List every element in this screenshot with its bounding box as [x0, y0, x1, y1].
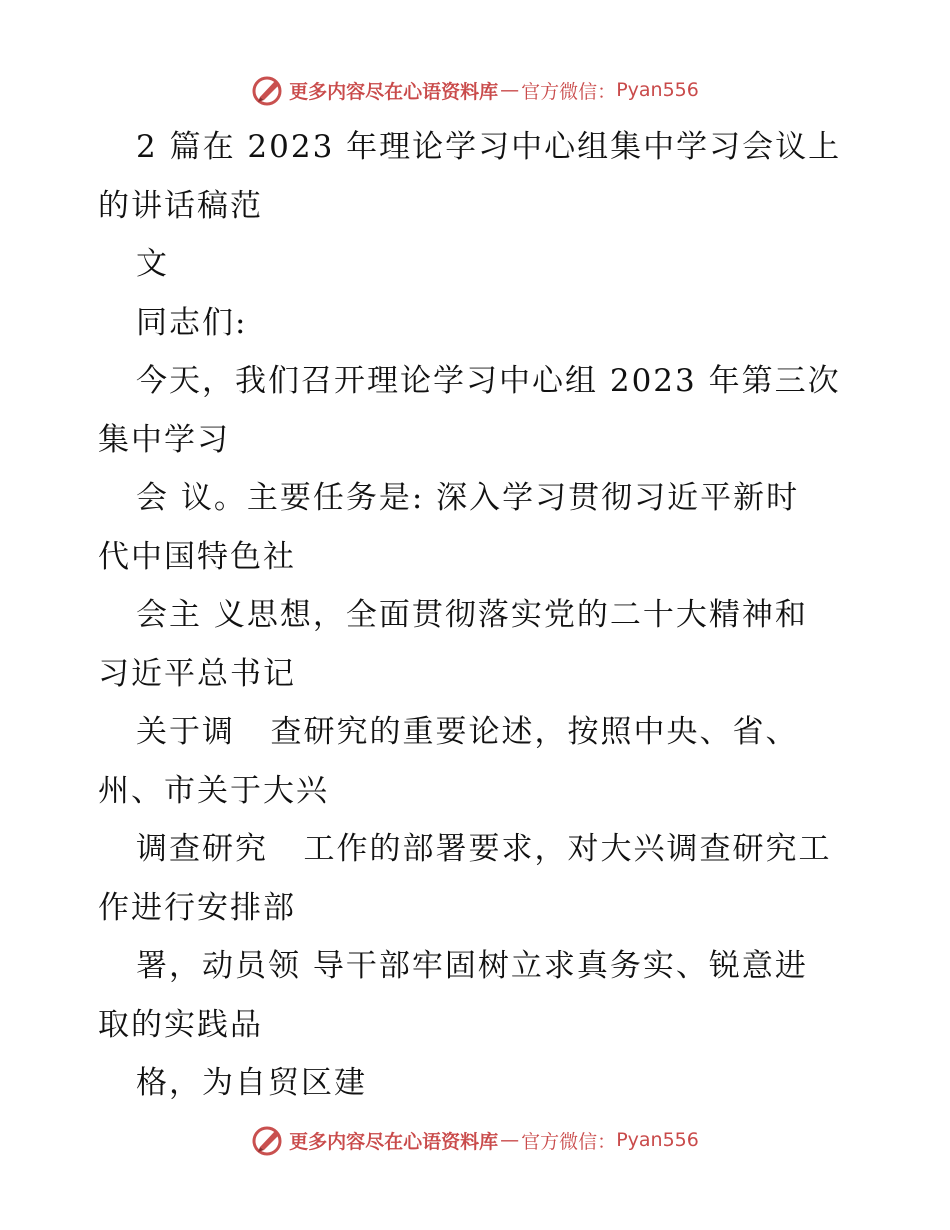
pen-logo-icon: [251, 1123, 285, 1157]
paragraph-line: 会 议。主要任务是: 深入学习贯彻习近平新时: [136, 480, 800, 516]
watermark-main-text: 更多内容尽在心语资料库: [289, 1130, 499, 1153]
paragraph-line: 2 篇在 2023 年理论学习中心组集中学习会议上: [136, 129, 842, 165]
paragraph-line: 州、市关于大兴: [98, 772, 329, 809]
document-body: [98, 118, 858, 1113]
paragraph-line: 调查研究 工作的部署要求，对大兴调查研究工: [136, 831, 832, 867]
watermark-wechat-id: Pyan556: [616, 79, 699, 101]
watermark-main-text: 更多内容尽在心语资料库: [289, 80, 499, 103]
watermark-sub-text: 官方微信：: [521, 80, 617, 103]
paragraph-line: 同志们:: [136, 304, 248, 341]
paragraph-line: 作进行安排部: [98, 889, 296, 926]
footer-watermark: [0, 1120, 950, 1160]
paragraph-line: 会主 义思想，全面贯彻落实党的二十大精神和: [136, 597, 808, 633]
paragraph-line: 格，为自贸区建: [136, 1065, 367, 1101]
watermark-dash: —: [500, 79, 520, 101]
watermark-wechat-id: Pyan556: [616, 1129, 699, 1151]
paragraph-line: 取的实践品: [98, 1006, 263, 1043]
watermark-dash: —: [500, 1129, 520, 1151]
paragraph-line: 代中国特色社: [98, 538, 296, 575]
paragraph-line: 关于调 查研究的重要论述，按照中央、省、: [136, 714, 799, 750]
paragraph-line: 文: [136, 246, 169, 282]
paragraph-line: 的讲话稿范: [98, 187, 263, 224]
paragraph-line: 今天，我们召开理论学习中心组 2023 年第三次: [136, 363, 841, 399]
watermark-sub-text: 官方微信：: [521, 1130, 617, 1153]
paragraph-line: 署，动员领 导干部牢固树立求真务实、锐意进: [136, 948, 808, 984]
paragraph-line: 集中学习: [98, 421, 230, 458]
pen-logo-icon: [251, 73, 285, 107]
paragraph-line: 习近平总书记: [98, 655, 296, 692]
header-watermark: [0, 70, 950, 110]
